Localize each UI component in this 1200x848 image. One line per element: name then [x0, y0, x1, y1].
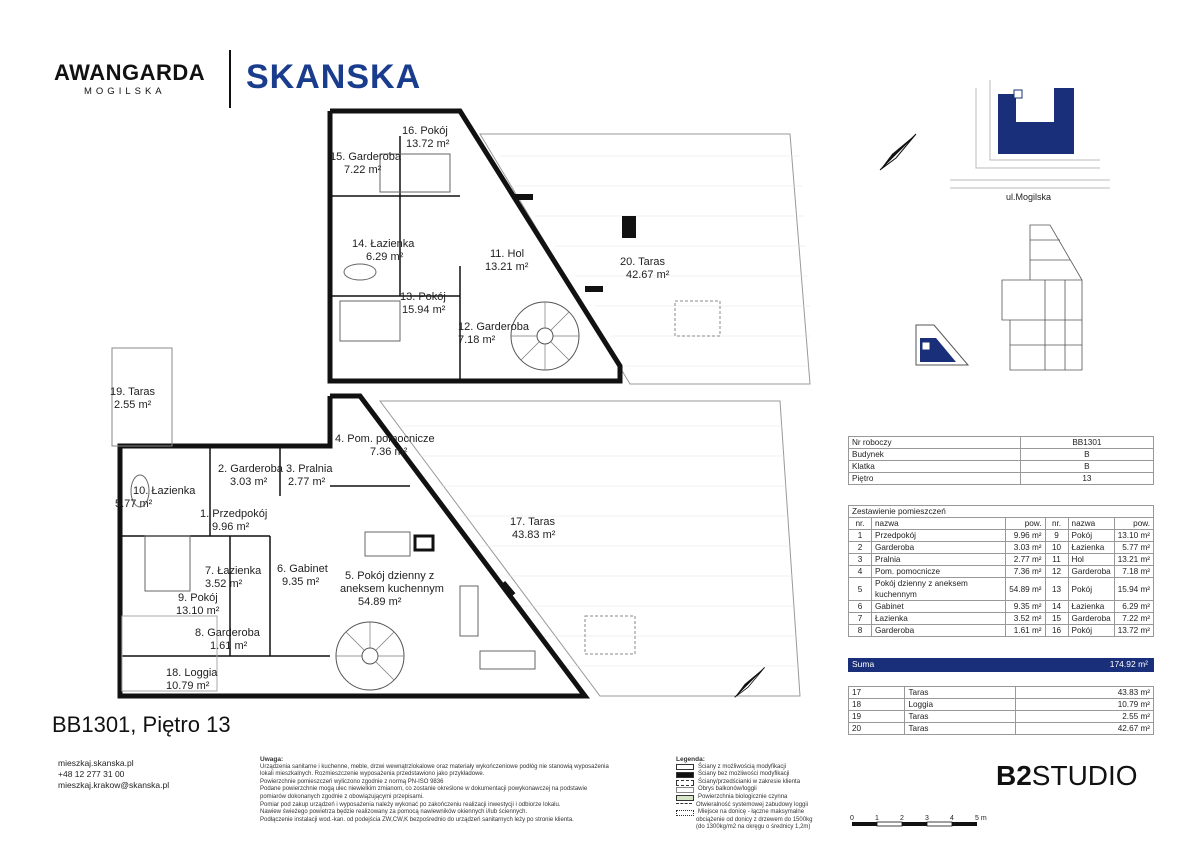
note-line: pomiarów dokonanych zgodnie z obowiązującymi przepisami. [260, 793, 424, 800]
room-20-label: 20. Taras [620, 256, 666, 268]
north-arrow-icon [728, 664, 768, 704]
room-16-area: 13.72 m² [406, 138, 450, 150]
street-label: ul.Mogilska [1006, 192, 1052, 202]
note-line: Urządzenia sanitarne i kuchenne, meble, drzwi wewnątrzlokalowe oraz materiały wykończeniowe podłóg nie stanowią wyposażenia [260, 763, 609, 770]
table-row [849, 711, 1154, 723]
room-9-area: 13.10 m² [176, 605, 220, 617]
scale-bar [850, 812, 1000, 842]
legend-item: Ściany bez możliwości modyfikacji [698, 771, 790, 778]
legend-item: Obrys balkonów/loggii [698, 786, 757, 793]
room-14-label: 14. Łazienka [352, 238, 415, 250]
table-cell: 7 [849, 613, 872, 625]
room-7-area: 3.52 m² [205, 578, 243, 590]
room-18-area: 10.79 m² [166, 680, 210, 692]
brand-name: AWANGARDA [54, 60, 206, 85]
note-line: Pomiar pod zakup urządzeń i wyposażenia należy wykonać po zakończeniu realizacji inwestycji i odbiorze lokalu. [260, 801, 561, 808]
table-cell: 8 [849, 625, 872, 637]
table-cell: 3 [849, 554, 872, 566]
studio-logo-bold: B2 [996, 760, 1032, 791]
table-cell: 18 [849, 699, 905, 711]
legend [676, 756, 856, 832]
info-value: BB1301 [1020, 437, 1153, 449]
legend-swatch [676, 803, 692, 808]
room-12-area: 7.18 m² [458, 334, 496, 346]
table-cell: 42.67 m² [1016, 723, 1154, 735]
room-13-area: 15.94 m² [402, 304, 446, 316]
col-header: nr. [849, 518, 872, 530]
apartment-info-table [848, 436, 1154, 485]
sum-label: Suma [852, 659, 875, 669]
room-19-label: 19. Taras [110, 386, 156, 398]
legend-item: (do 1300kg/m2 na okręgu o średnicy 1,2m) [696, 824, 811, 831]
legend-item: Powierzchnia biologicznie czynna [698, 793, 788, 800]
legend-swatch [676, 787, 694, 793]
table-cell: 15 [1045, 613, 1068, 625]
table-row [849, 542, 1154, 554]
table-cell: Pralnia [872, 554, 1006, 566]
studio-logo [996, 760, 1138, 792]
table-cell: 10 [1045, 542, 1068, 554]
table-cell: 7.36 m² [1006, 566, 1045, 578]
legend-item: Otwieralność systemowej zabudowy loggii [696, 801, 809, 808]
scale-tick: 4 [950, 815, 954, 822]
notes [260, 756, 640, 824]
table-cell: 4 [849, 566, 872, 578]
table-cell: 19 [849, 711, 905, 723]
col-header: nazwa [1068, 518, 1114, 530]
col-header: nazwa [872, 518, 1006, 530]
table-cell: 6.29 m² [1114, 601, 1153, 613]
legend-swatch [676, 764, 694, 770]
room-11-area: 13.21 m² [485, 261, 529, 273]
legend-item: Miejsce na donicę - łączne maksymalne [698, 809, 805, 816]
room-10-label: 10. Łazienka [133, 485, 196, 497]
scale-tick: 5 m [975, 815, 987, 822]
table-row [849, 687, 1154, 699]
outdoor-areas-table [848, 686, 1154, 735]
north-arrow-icon [872, 130, 920, 178]
legend-swatch [676, 780, 694, 786]
info-label: Nr roboczy [849, 437, 1021, 449]
legend-swatch [676, 810, 694, 816]
legend-swatch [676, 795, 694, 801]
scale-tick: 2 [900, 815, 904, 822]
table-row [849, 578, 1154, 601]
col-header: nr. [1045, 518, 1068, 530]
info-value: B [1020, 461, 1153, 473]
table-cell: Loggia [905, 699, 1016, 711]
table-cell: Przedpokój [872, 530, 1006, 542]
table-cell: 7.22 m² [1114, 613, 1153, 625]
room-summary-table [848, 505, 1154, 637]
table-cell: 43.83 m² [1016, 687, 1154, 699]
col-header: pow. [1114, 518, 1153, 530]
table-cell: 6 [849, 601, 872, 613]
room-15-label: 15. Garderoba [330, 151, 401, 163]
room-6-label: 6. Gabinet [277, 563, 328, 575]
room-6-area: 9.35 m² [282, 576, 320, 588]
table-row [849, 601, 1154, 613]
table-cell: 1 [849, 530, 872, 542]
table-row [849, 554, 1154, 566]
legend-item: Ściany/przedścianki w zakresie klienta [698, 778, 801, 785]
studio-logo-rest: STUDIO [1031, 760, 1138, 791]
table-row [849, 723, 1154, 735]
table-cell: Garderoba [1068, 566, 1114, 578]
room-13-label: 13. Pokój [400, 291, 446, 303]
table-cell: 20 [849, 723, 905, 735]
apartment-location-thumbnail [906, 320, 976, 370]
table-cell: 9.35 m² [1006, 601, 1045, 613]
room-1-label: 1. Przedpokój [200, 508, 268, 520]
room-5-area: 54.89 m² [358, 596, 402, 608]
table-cell: Pokój [1068, 530, 1114, 542]
phone-number: +48 12 277 31 00 [58, 769, 125, 779]
room-9-label: 9. Pokój [178, 592, 218, 604]
table-cell: 16 [1045, 625, 1068, 637]
scale-tick: 3 [925, 815, 929, 822]
info-label: Klatka [849, 461, 1021, 473]
table-cell: Garderoba [872, 542, 1006, 554]
table-cell: 5.77 m² [1114, 542, 1153, 554]
info-label: Piętro [849, 473, 1021, 485]
table-cell: Taras [905, 723, 1016, 735]
table-row [849, 530, 1154, 542]
table-cell: 14 [1045, 601, 1068, 613]
table-cell: 12 [1045, 566, 1068, 578]
scale-tick: 0 [850, 815, 854, 822]
table-cell: 3.52 m² [1006, 613, 1045, 625]
table-cell: 9 [1045, 530, 1068, 542]
table-cell: 13.72 m² [1114, 625, 1153, 637]
room-11-label: 11. Hol [490, 248, 525, 260]
room-20-area: 42.67 m² [626, 269, 670, 281]
room-15-area: 7.22 m² [344, 164, 382, 176]
table-cell: 11 [1045, 554, 1068, 566]
table-cell: Łazienka [872, 613, 1006, 625]
room-17-area: 43.83 m² [512, 529, 556, 541]
table-cell: 7.18 m² [1114, 566, 1153, 578]
website-link[interactable]: mieszkaj.skanska.pl [58, 758, 134, 768]
room-2-label: 2. Garderoba [218, 463, 283, 475]
table-cell: 10.79 m² [1016, 699, 1154, 711]
table-cell: 1.61 m² [1006, 625, 1045, 637]
note-line: Powierzchnie pomieszczeń wyliczono zgodnie z normą PN-ISO 9836 [260, 778, 444, 785]
note-line: Podłączenie instalacji wod.-kan. od podejścia ZW,CW,K bezpośrednio do urządzeń sanitarnych leży po stronie klienta. [260, 816, 574, 823]
col-header: pow. [1006, 518, 1045, 530]
room-18-label: 18. Loggia [166, 667, 218, 679]
table-cell: 2.77 m² [1006, 554, 1045, 566]
table-cell: 15.94 m² [1114, 578, 1153, 601]
room-1-area: 9.96 m² [212, 521, 250, 533]
table-cell: 5 [849, 578, 872, 601]
table-cell: Pokój dzienny z aneksem kuchennym [872, 578, 1006, 601]
room-4-label: 4. Pom. pomocnicze [335, 433, 435, 445]
table-cell: Garderoba [1068, 613, 1114, 625]
contact-info [58, 758, 169, 791]
scale-tick: 1 [875, 815, 879, 822]
sum-value: 174.92 m² [1109, 659, 1148, 669]
legend-item: Ściany z możliwością modyfikacji [698, 763, 787, 770]
table-cell: Hol [1068, 554, 1114, 566]
table-cell: Gabinet [872, 601, 1006, 613]
table-cell: 13.10 m² [1114, 530, 1153, 542]
table-cell: Garderoba [872, 625, 1006, 637]
table-cell: Pokój [1068, 625, 1114, 637]
table-cell: 13.21 m² [1114, 554, 1153, 566]
room-3-label: 3. Pralnia [286, 463, 333, 475]
notes-heading: Uwaga: [260, 756, 284, 763]
table-row [849, 566, 1154, 578]
developer-logo: SKANSKA [246, 58, 422, 96]
legend-heading: Legenda: [676, 756, 705, 763]
room-14-area: 6.29 m² [366, 251, 404, 263]
table-cell: 54.89 m² [1006, 578, 1045, 601]
room-8-label: 8. Garderoba [195, 627, 260, 639]
room-8-area: 1.61 m² [210, 640, 248, 652]
room-19-area: 2.55 m² [114, 399, 152, 411]
table-cell: 2.55 m² [1016, 711, 1154, 723]
room-2-area: 3.03 m² [230, 476, 268, 488]
info-value: 13 [1020, 473, 1153, 485]
note-line: Podane powierzchnie mogą ulec niewielkim zmianom, co zostanie określone w dokumentacji powykonawczej na podstawie [260, 786, 588, 793]
table-row [849, 613, 1154, 625]
room-7-label: 7. Łazienka [205, 565, 262, 577]
note-line: Nawiew świeżego powietrza będzie realizowany za pomocą nawiewników okiennych i/lub ściennych. [260, 809, 528, 816]
table-cell: 2 [849, 542, 872, 554]
legend-swatch [676, 772, 694, 778]
table-cell: Łazienka [1068, 601, 1114, 613]
key-plan [950, 80, 1110, 210]
table-row [849, 699, 1154, 711]
room-5-label-2: aneksem kuchennym [340, 583, 444, 595]
table-cell: Taras [905, 687, 1016, 699]
room-10-area: 5.77 m² [115, 498, 153, 510]
table-cell: Pom. pomocnicze [872, 566, 1006, 578]
room-16-label: 16. Pokój [402, 125, 448, 137]
floor-plan [40, 96, 840, 716]
room-5-label-1: 5. Pokój dzienny z [345, 570, 435, 582]
email-link[interactable]: mieszkaj.krakow@skanska.pl [58, 780, 170, 790]
area-sum-row [848, 658, 1154, 672]
table-cell: 9.96 m² [1006, 530, 1045, 542]
info-label: Budynek [849, 449, 1021, 461]
brand-subtitle: MOGILSKA [84, 86, 166, 97]
table-cell: Pokój [1068, 578, 1114, 601]
legend-item: obciążenie od donicy z drzewem do 1500kg [696, 816, 813, 823]
info-value: B [1020, 449, 1153, 461]
note-line: lokali mieszkalnych. Rozmieszczenie wyposażenia przedstawiono jako przykładowe. [260, 771, 485, 778]
table-cell: 3.03 m² [1006, 542, 1045, 554]
room-table-heading: Zestawienie pomieszczeń [849, 506, 1154, 518]
table-cell: 17 [849, 687, 905, 699]
table-cell: Taras [905, 711, 1016, 723]
plan-title: BB1301, Piętro 13 [52, 712, 231, 737]
room-4-area: 7.36 m² [370, 446, 408, 458]
room-17-label: 17. Taras [510, 516, 556, 528]
table-cell: Łazienka [1068, 542, 1114, 554]
table-cell: 13 [1045, 578, 1068, 601]
room-12-label: 12. Garderoba [458, 321, 529, 333]
building-floor-thumbnail [990, 220, 1100, 380]
table-row [849, 625, 1154, 637]
room-3-area: 2.77 m² [288, 476, 326, 488]
